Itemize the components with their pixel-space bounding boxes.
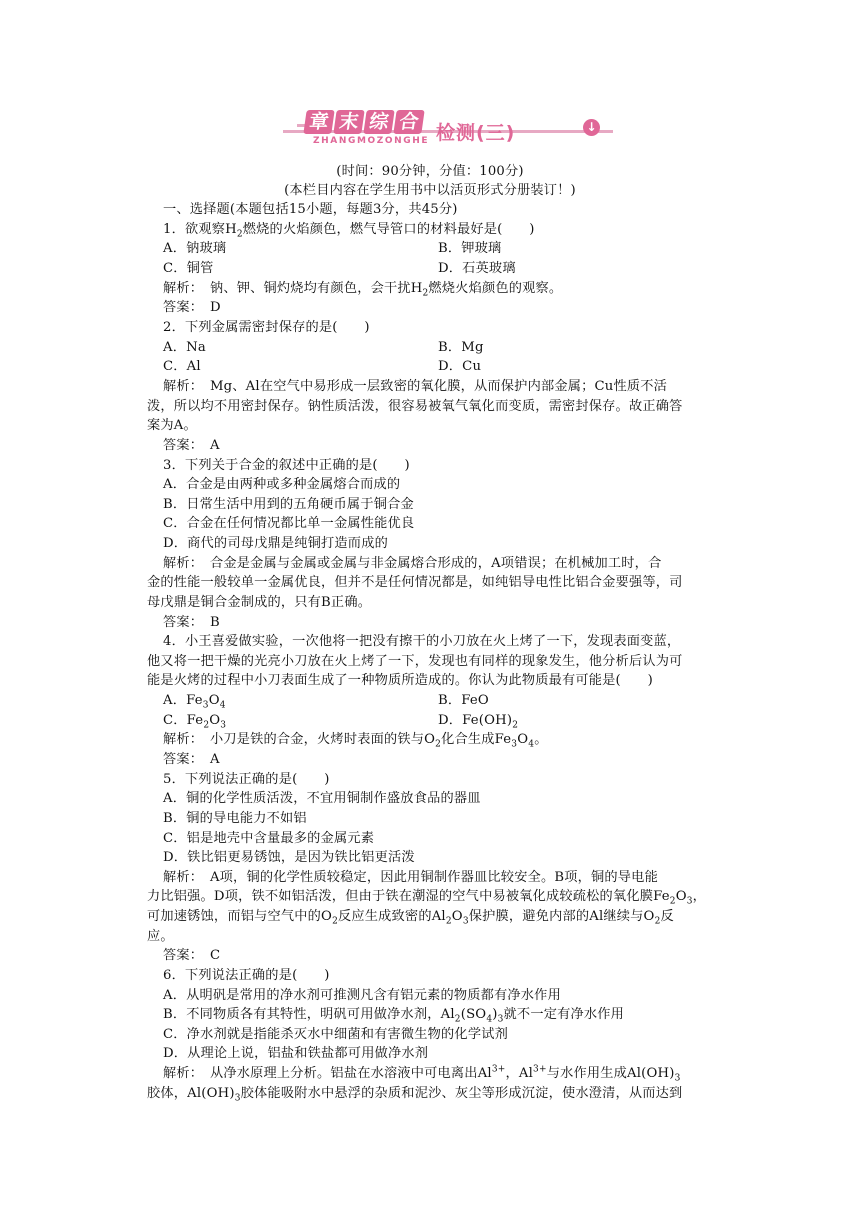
q4-stem-2: 他又将一把干燥的光亮小刀放在火上烤了一下，发现也有同样的现象发生，他分析后认为可 xyxy=(147,654,683,669)
q2-option-c: C．Al xyxy=(163,359,201,374)
q3-option-b: B．日常生活中用到的五角硬币属于铜合金 xyxy=(163,497,414,512)
q1-option-c: C．铜管 xyxy=(163,261,214,276)
banner-title xyxy=(305,110,423,136)
q4-stem-3: 能是火烤的过程中小刀表面生成了一种物质所造成的。你认为此物质最有可能是( ) xyxy=(147,673,654,688)
q2-answer: 答案： A xyxy=(163,438,220,453)
q6-option-d: D．从理论上说，铝盐和铁盐都可用做净水剂 xyxy=(163,1046,429,1061)
q2-stem: 2．下列金属需密封保存的是( ) xyxy=(163,320,370,335)
q5-analysis-3: 可加速锈蚀，而铝与空气中的$O_2$反应生成致密的$Al_2O_3$保护膜，避免内部的Al继续与$O_2$反 xyxy=(147,909,674,927)
chapter-banner xyxy=(283,104,613,154)
q2-analysis-3: 案为A。 xyxy=(147,418,197,433)
q5-analysis-1: 解析： A项，铜的化学性质较稳定，因此用铜制作器皿比较安全。B项，铜的导电能 xyxy=(163,870,658,885)
banner-char: 合 xyxy=(393,110,424,134)
q2-option-b: B．Mg xyxy=(438,340,484,355)
q6-analysis-1: 解析： 从净水原理上分析。铝盐在水溶液中可电离出$Al^{3+}$，$Al^{3+}$与水作用生成$Al(OH)_3$ xyxy=(163,1064,681,1084)
q5-option-c: C．铝是地壳中含量最多的金属元素 xyxy=(163,831,375,846)
q4-option-b: B．FeO xyxy=(438,693,489,708)
q6-option-b: B．不同物质各有其特性，明矾可用做净水剂，$Al_2(SO_4)_3$就不一定有净水作用 xyxy=(163,1007,625,1025)
q5-answer: 答案： C xyxy=(163,948,221,963)
q3-analysis-1: 解析： 合金是金属与金属或金属与非金属熔合形成的，A项错误；在机械加工时，合 xyxy=(163,556,662,571)
q4-analysis: 解析： 小刀是铁的合金，火烤时表面的铁与$O_2$化合生成$Fe_3O_4$。 xyxy=(163,732,548,750)
q5-option-d: D．铁比铝更易锈蚀，是因为铁比铝更活泼 xyxy=(163,850,415,865)
q6-option-a: A．从明矾是常用的净水剂可推测凡含有铝元素的物质都有净水作用 xyxy=(163,988,561,1003)
q5-analysis-2: 力比铝强。D项，铁不如铝活泼，但由于铁在潮湿的空气中易被氧化成较疏松的氧化膜$Fe_2O_3$， xyxy=(147,889,707,907)
q4-answer: 答案： A xyxy=(163,752,220,767)
q1-analysis: 解析： 钠、钾、铜灼烧均有颜色，会干扰$H_2$燃烧火焰颜色的观察。 xyxy=(163,281,563,299)
banner-char: 综 xyxy=(363,110,394,134)
q2-analysis-1: 解析： Mg、Al在空气中易形成一层致密的氧化膜，从而保护内部金属；Cu性质不活 xyxy=(163,379,668,394)
q3-stem: 3．下列关于合金的叙述中正确的是( ) xyxy=(163,458,410,473)
q3-option-c: C．合金在任何情况都比单一金属性能优良 xyxy=(163,516,415,531)
q2-option-a: A．Na xyxy=(163,340,206,355)
q5-stem: 5．下列说法正确的是( ) xyxy=(163,772,330,787)
down-arrow-icon: ↓ xyxy=(583,119,600,136)
q5-option-b: B．铜的导电能力不如铝 xyxy=(163,811,307,826)
q3-option-a: A．合金是由两种或多种金属熔合而成的 xyxy=(163,477,401,492)
banner-char: 章 xyxy=(303,110,334,134)
time-info: (时间：90分钟，分值：100分) xyxy=(336,164,524,179)
q1-answer: 答案： D xyxy=(163,300,221,315)
q3-option-d: D．商代的司母戊鼎是纯铜打造而成的 xyxy=(163,536,388,551)
banner-check-title: 检测(三) xyxy=(436,122,516,144)
q4-stem-1: 4．小王喜爱做实验，一次他将一把没有擦干的小刀放在火上烤了一下，发现表面变蓝， xyxy=(163,634,681,649)
q4-option-d: D．$Fe(OH)_2$ xyxy=(438,713,519,731)
q1-option-a: A．钠玻璃 xyxy=(163,241,227,256)
q4-option-a: A．$Fe_3O_4$ xyxy=(163,693,226,711)
q2-option-d: D．Cu xyxy=(438,359,482,374)
q3-analysis-2: 金的性能一般较单一金属优良，但并不是任何情况都是，如纯铝导电性比铝合金要强等，司 xyxy=(147,575,683,590)
q1-option-d: D．石英玻璃 xyxy=(438,261,516,276)
banner-char: 末 xyxy=(333,110,364,134)
section-heading: 一、选择题(本题包括15小题，每题3分，共45分) xyxy=(163,202,458,217)
binding-note: (本栏目内容在学生用书中以活页形式分册装订！) xyxy=(284,183,576,198)
q6-analysis-2: 胶体，$Al(OH)_3$胶体能吸附水中悬浮的杂质和泥沙、灰尘等形成沉淀，使水澄清，从而达到 xyxy=(147,1086,683,1104)
q6-option-c: C．净水剂就是指能杀灭水中细菌和有害微生物的化学试剂 xyxy=(163,1027,508,1042)
q4-option-c: C．$Fe_2O_3$ xyxy=(163,713,227,731)
q3-answer: 答案： B xyxy=(163,615,220,630)
q5-option-a: A．铜的化学性质活泼，不宜用铜制作盛放食品的器皿 xyxy=(163,791,481,806)
q1-stem: 1．欲观察$H_2$燃烧的火焰颜色，燃气导管口的材料最好是( ) xyxy=(163,222,535,240)
q5-analysis-4: 应。 xyxy=(147,929,174,944)
q6-stem: 6．下列说法正确的是( ) xyxy=(163,968,330,983)
q2-analysis-2: 泼，所以均不用密封保存。钠性质活泼，很容易被氧气氧化而变质，需密封保存。故正确答 xyxy=(147,399,683,414)
banner-pinyin: ZHANGMOZONGHE xyxy=(313,136,430,146)
q3-analysis-3: 母戊鼎是铜合金制成的，只有B正确。 xyxy=(147,595,372,610)
q1-option-b: B．钾玻璃 xyxy=(438,241,502,256)
